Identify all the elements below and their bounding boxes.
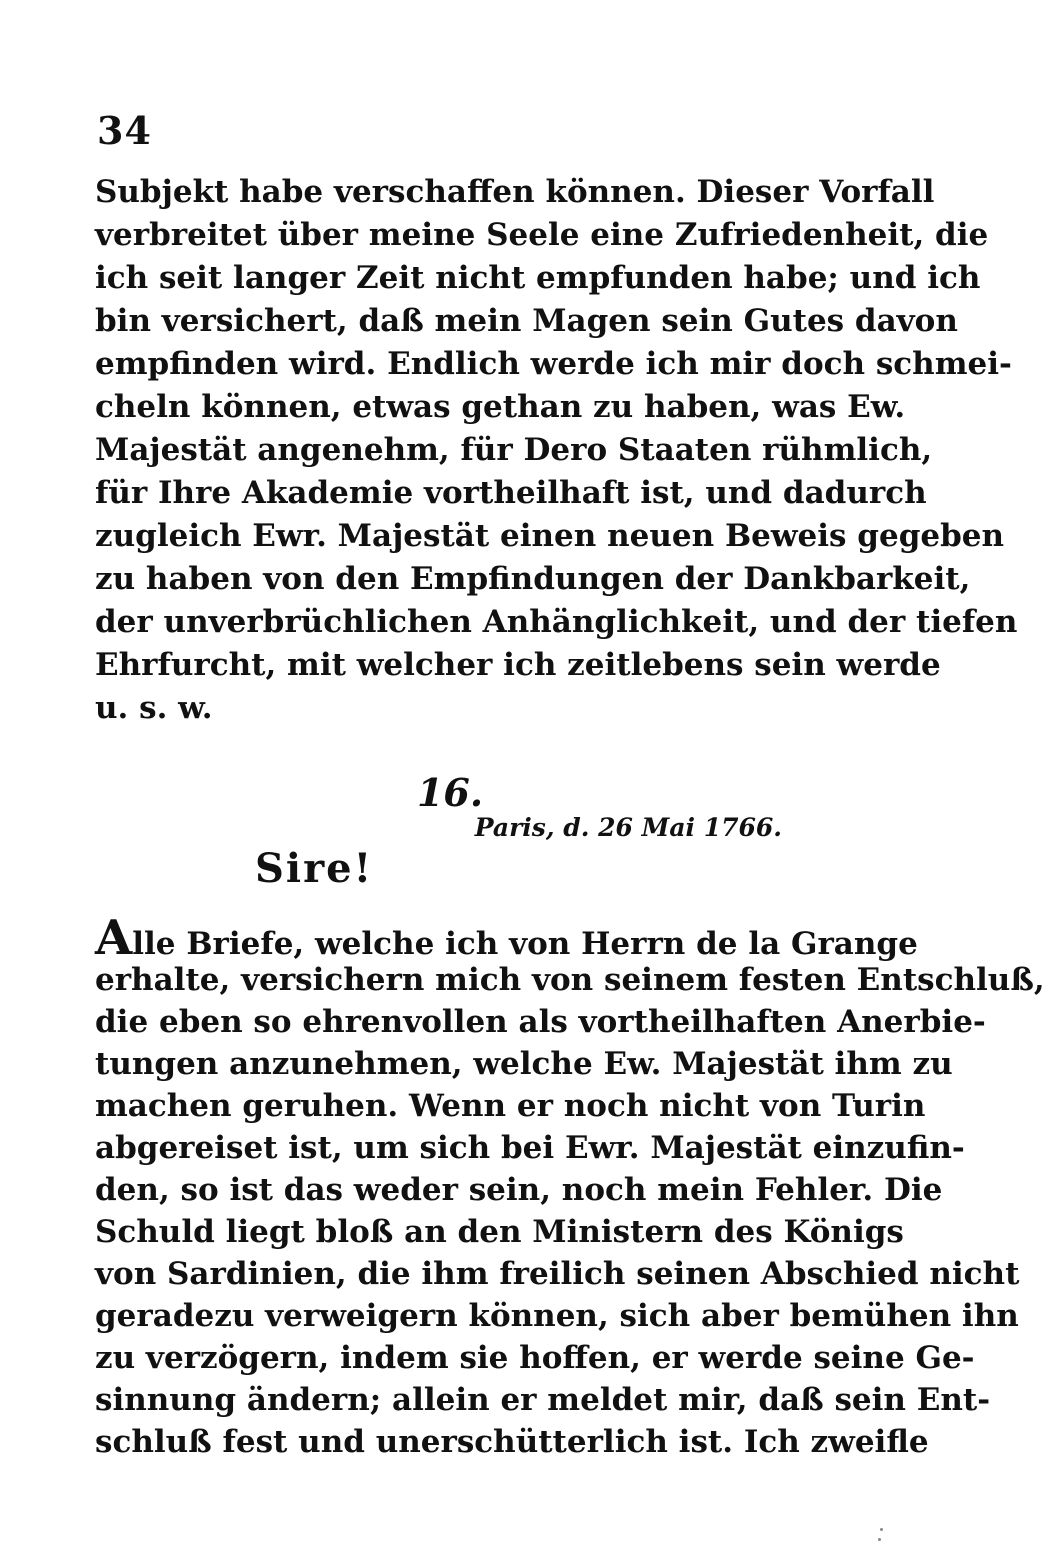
text-line: schluß fest und unerschütterlich ist. Ich zweifle <box>95 1424 929 1460</box>
salutation: Sire! <box>255 845 374 892</box>
text-line: bin versichert, daß mein Magen sein Gutes davon <box>95 303 958 339</box>
paper-speck <box>878 1538 881 1541</box>
text-line: cheln können, etwas gethan zu haben, was Ew. <box>95 389 906 425</box>
text-line: zugleich Ewr. Majestät einen neuen Beweis gegeben <box>95 518 1005 554</box>
page-number: 34 <box>97 108 152 153</box>
text-line: u. s. w. <box>95 690 213 726</box>
text-line: verbreitet über meine Seele eine Zufriedenheit, die <box>95 217 989 253</box>
text-line: ich seit langer Zeit nicht empfunden habe; und ich <box>95 260 981 296</box>
text-line: Subjekt habe verschaffen können. Dieser Vorfall <box>95 174 935 210</box>
drop-cap: A <box>95 910 133 966</box>
text-line: Schuld liegt bloß an den Ministern des Königs <box>95 1214 904 1250</box>
text-line: für Ihre Akademie vortheilhaft ist, und dadurch <box>95 475 927 511</box>
first-line-rest: lle Briefe, welche ich von Herrn de la Grange <box>132 926 918 962</box>
text-line: empfinden wird. Endlich werde ich mir doch schmei- <box>95 346 1012 382</box>
text-line: sinnung ändern; allein er meldet mir, daß sein Ent- <box>95 1382 991 1418</box>
text-line: geradezu verweigern können, sich aber bemühen ihn <box>95 1298 1019 1334</box>
text-line-first <box>95 910 918 966</box>
text-line: tungen anzunehmen, welche Ew. Majestät ihm zu <box>95 1046 953 1082</box>
text-line: machen geruhen. Wenn er noch nicht von Turin <box>95 1088 926 1124</box>
letter-number: 16. <box>416 770 484 815</box>
text-line: Majestät angenehm, für Dero Staaten rühmlich, <box>95 432 933 468</box>
text-line: erhalte, versichern mich von seinem festen Entschluß, <box>95 962 1045 998</box>
text-line: von Sardinien, die ihm freilich seinen Abschied nicht <box>95 1256 1020 1292</box>
text-line: die eben so ehrenvollen als vortheilhaften Anerbie- <box>95 1004 986 1040</box>
text-line: der unverbrüchlichen Anhänglichkeit, und der tiefen <box>95 604 1018 640</box>
text-line: zu verzögern, indem sie hoffen, er werde seine Ge- <box>95 1340 975 1376</box>
text-line: zu haben von den Empfindungen der Dankbarkeit, <box>95 561 971 597</box>
paper-speck <box>880 1528 883 1531</box>
text-line: abgereiset ist, um sich bei Ewr. Majestät einzufin- <box>95 1130 965 1166</box>
dateline: Paris, d. 26 Mai 1766. <box>474 813 782 842</box>
text-line: den, so ist das weder sein, noch mein Fehler. Die <box>95 1172 943 1208</box>
text-line: Ehrfurcht, mit welcher ich zeitlebens sein werde <box>95 647 941 683</box>
